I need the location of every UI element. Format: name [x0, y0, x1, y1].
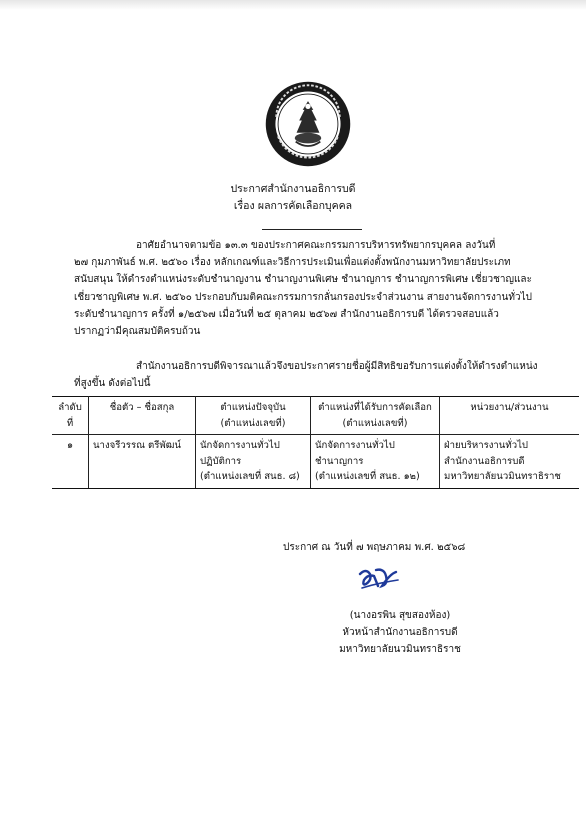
header-text: ที่: [66, 417, 74, 429]
university-seal-logo: [264, 80, 352, 168]
header-text: หน่วยงาน/ส่วนงาน: [470, 402, 549, 413]
cell-unit: [440, 435, 580, 489]
cell-text: (ตำแหน่งเลขที่ สนธ. ๑๒): [315, 471, 420, 482]
announcement-subject: เรื่อง ผลการคัดเลือกบุคคล: [233, 200, 353, 212]
paragraph-line: ๒๗ กุมภาพันธ์ พ.ศ. ๒๕๖๐ เรื่อง หลักเกณฑ์และวิธีการประเมินเพื่อแต่งตั้งพนักงานมหาวิทยาลัยประเภท: [74, 257, 511, 269]
table-row: [52, 435, 579, 489]
header-unit: [440, 397, 580, 435]
handwritten-signature: [356, 566, 402, 592]
table-header-row: [52, 397, 579, 435]
title-underline: [262, 229, 362, 230]
paragraph-line: ระดับชำนาญการ ครั้งที่ ๑/๒๕๖๗ เมื่อวันที่ ๒๕ ตุลาคม ๒๕๖๗ สำนักงานอธิการบดี ได้ตรวจสอบแล้ว: [74, 308, 499, 320]
paragraph-2: [74, 358, 538, 392]
paragraph-line: อาศัยอำนาจตามข้อ ๑๓.๓ ของประกาศคณะกรรมการบริหารทรัพยากรบุคคล ลงวันที่: [136, 240, 496, 251]
selection-result-table: [52, 396, 579, 489]
header-text: ลำดับ: [58, 402, 82, 413]
header-text: ตำแหน่งที่ได้รับการคัดเลือก: [318, 402, 432, 413]
cell-text: ปฏิบัติการ: [200, 455, 242, 467]
cell-no: ๑: [52, 435, 89, 489]
cell-text: ฝ่ายบริหารงานทั่วไป: [444, 440, 528, 451]
header-text: (ตำแหน่งเลขที่): [220, 417, 286, 429]
cell-text: ชำนาญการ: [315, 455, 364, 467]
cell-selected-position: [311, 435, 440, 489]
announcement-title: ประกาศสำนักงานอธิการบดี: [230, 183, 356, 195]
header-current-position: [196, 397, 311, 435]
paragraph-line: เชี่ยวชาญพิเศษ พ.ศ. ๒๕๖๐ ประกอบกับมติคณะกรรมการกลั่นกรองประจำส่วนงาน สายงานจัดการงานทั่วไป: [74, 291, 532, 303]
header-text: (ตำแหน่งเลขที่): [342, 417, 408, 429]
cell-current-position: [196, 435, 311, 489]
header-text: ตำแหน่งปัจจุบัน: [220, 402, 286, 413]
paragraph-line: ที่สูงขึ้น ดังต่อไปนี้: [74, 378, 151, 390]
page-top-shadow: [0, 0, 586, 10]
cell-text: นักจัดการงานทั่วไป: [315, 440, 395, 451]
paragraph-line: สนับสนุน ให้ดำรงตำแหน่งระดับชำนาญงาน ชำนาญงานพิเศษ ชำนาญการ ชำนาญการพิเศษ เชี่ยวชาญและ: [74, 274, 532, 286]
signer-organization: มหาวิทยาลัยนวมินทราธิราช: [339, 644, 461, 655]
header-name: [89, 397, 196, 435]
cell-text: มหาวิทยาลัยนวมินทราธิราช: [444, 471, 561, 482]
header-selected-position: [311, 397, 440, 435]
paragraph-line: ปรากฏว่ามีคุณสมบัติครบถ้วน: [74, 326, 201, 338]
header-no: [52, 397, 89, 435]
cell-text: (ตำแหน่งเลขที่ สนธ. ๘): [200, 471, 300, 482]
signer-name: (นางอรพิน สุขสองห้อง): [349, 610, 451, 621]
signer-position: หัวหน้าสำนักงานอธิการบดี: [342, 627, 458, 638]
cell-name: นางจรีวรรณ ตรีพัฒน์: [89, 435, 196, 489]
announcement-date: ประกาศ ณ วันที่ ๗ พฤษภาคม พ.ศ. ๒๕๖๘: [283, 542, 466, 553]
cell-text: นักจัดการงานทั่วไป: [200, 440, 280, 451]
paragraph-line: สำนักงานอธิการบดีพิจารณาแล้วจึงขอประกาศรายชื่อผู้มีสิทธิขอรับการแต่งตั้งให้ดำรงตำแหน่ง: [136, 361, 538, 372]
cell-text: สำนักงานอธิการบดี: [444, 455, 525, 467]
header-text: ชื่อตัว – ชื่อสกุล: [109, 402, 175, 413]
paragraph-1: [74, 237, 532, 340]
